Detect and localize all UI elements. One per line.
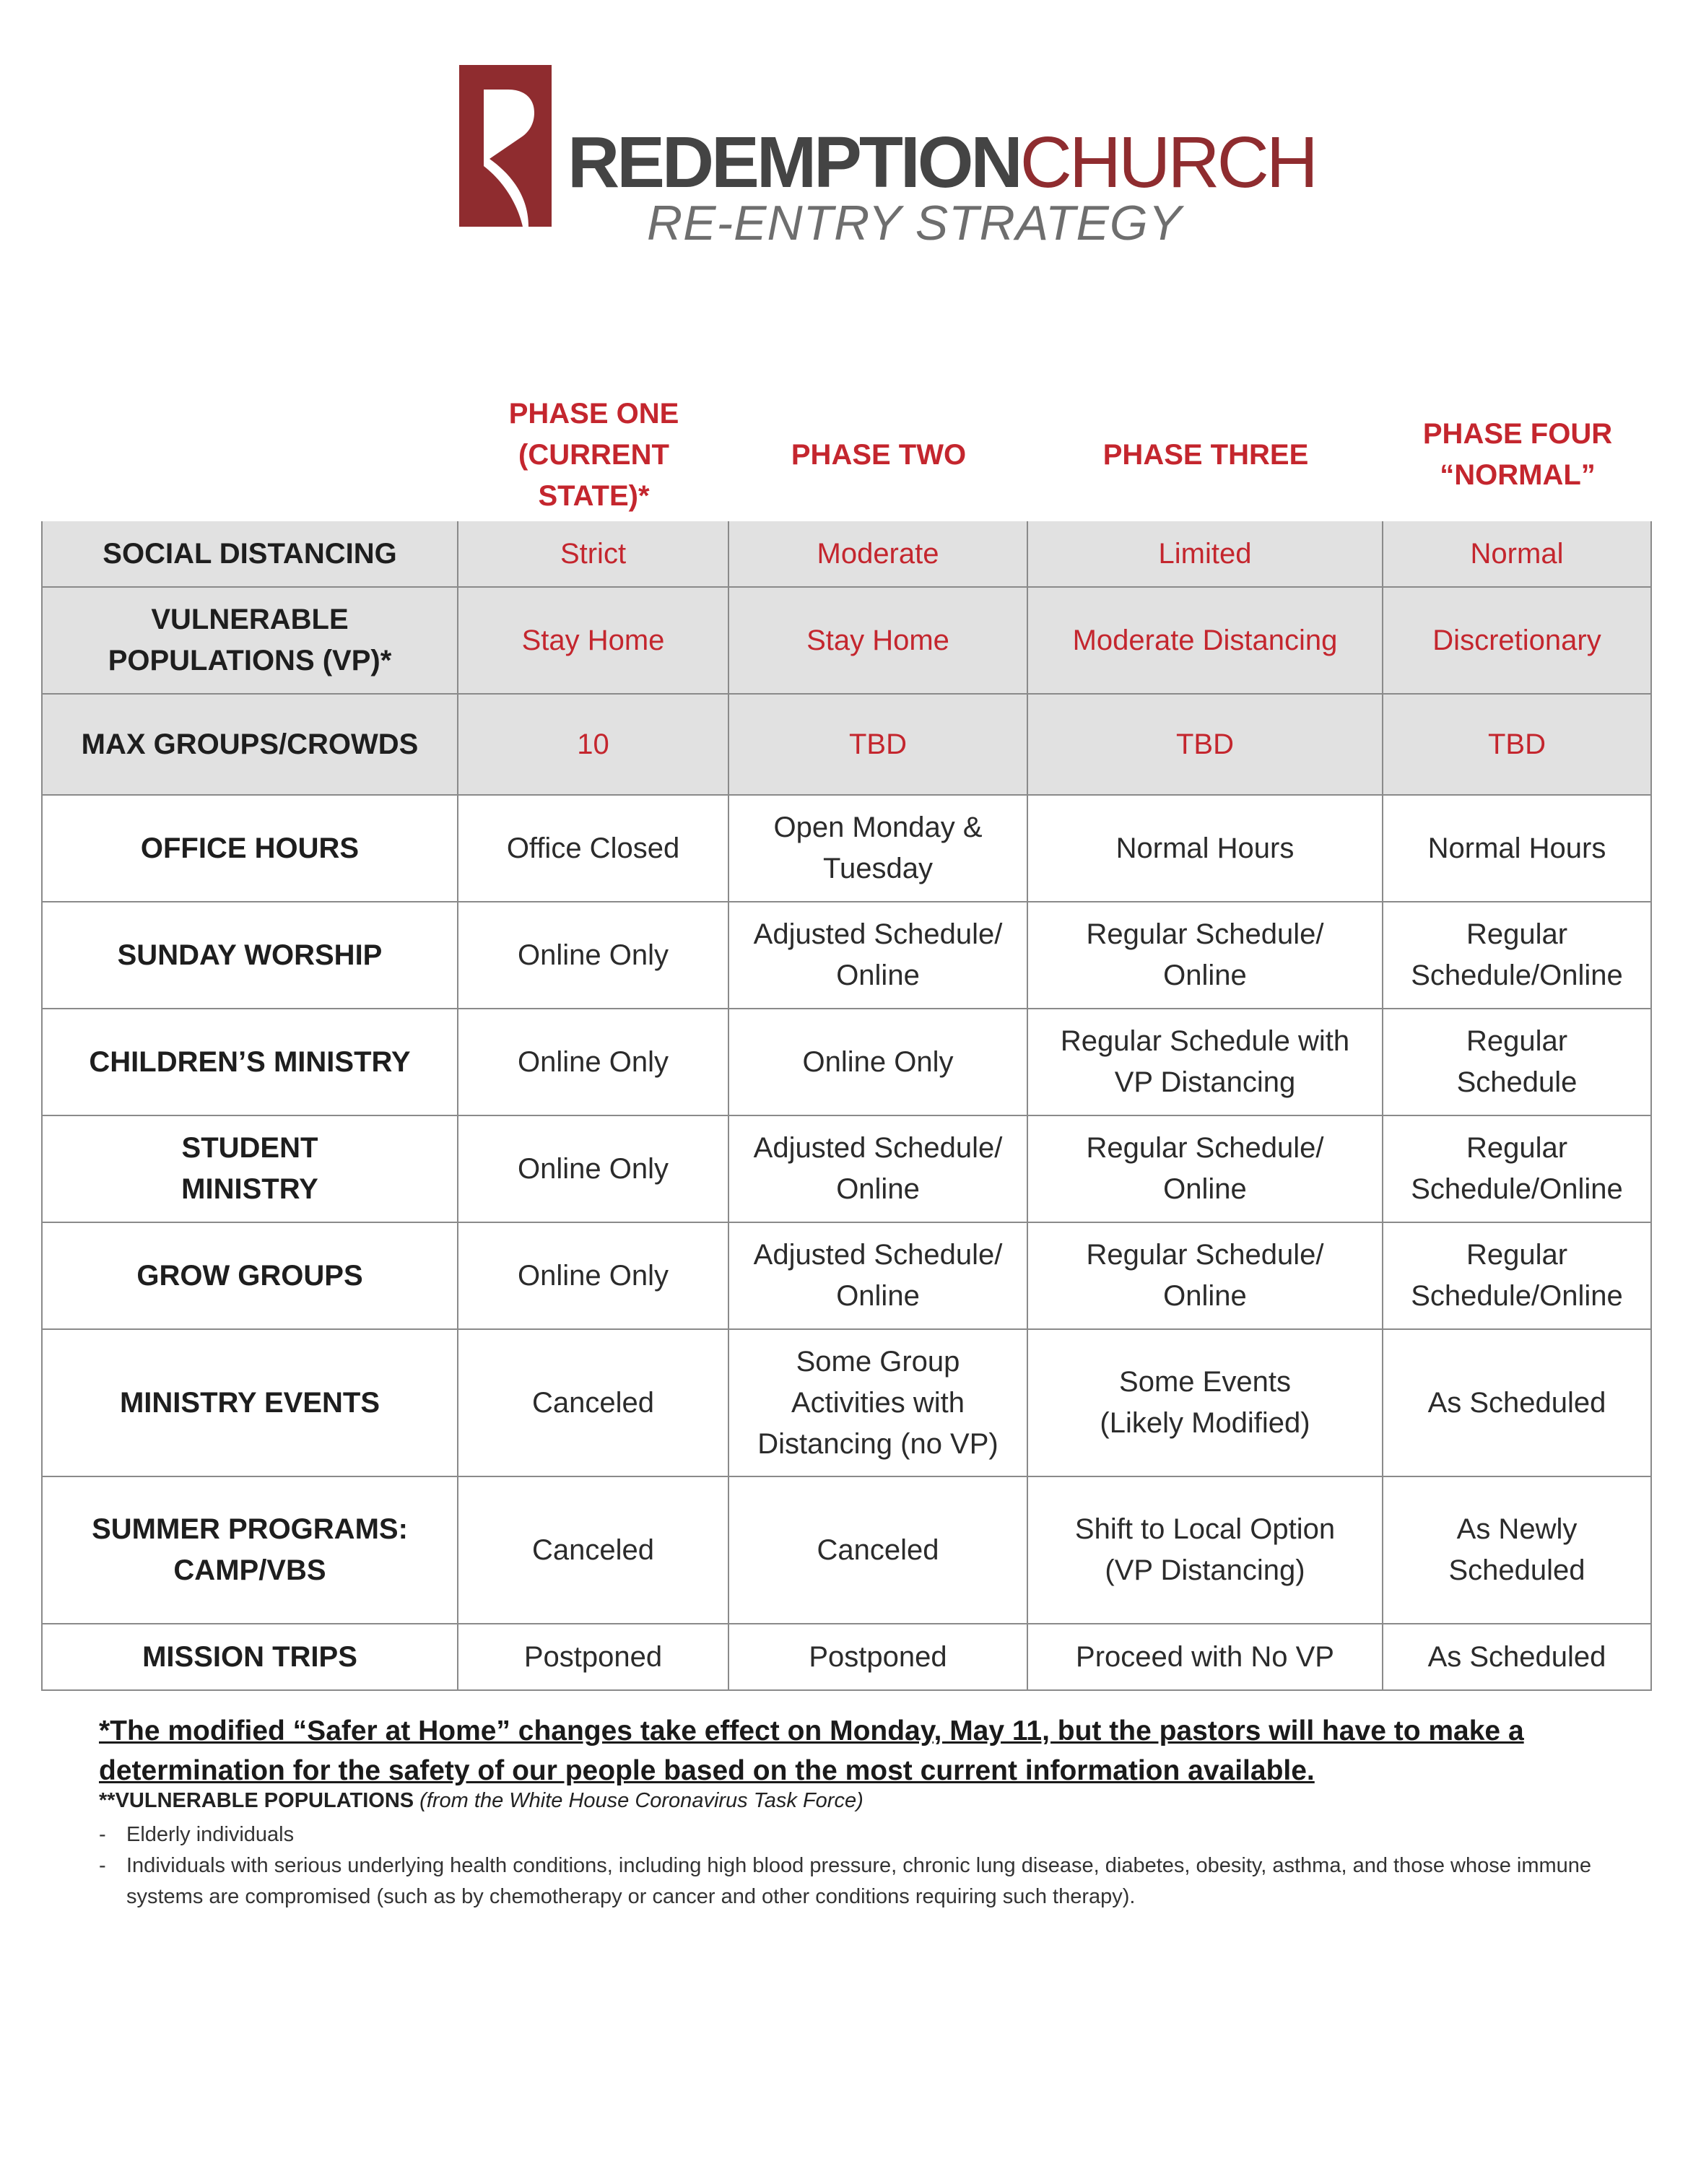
table-cell: As Scheduled [1383,1624,1652,1689]
vp-source: (from the White House Coronavirus Task Force) [419,1789,863,1812]
row-label: VULNERABLE POPULATIONS (VP)* [41,588,458,693]
table-cell: Limited [1028,521,1383,586]
table-cell: Shift to Local Option (VP Distancing) [1028,1477,1383,1623]
bullet-dash: - [99,1823,106,1846]
table-cell: Adjusted Schedule/ Online [729,902,1028,1008]
table-cell: Normal [1383,521,1652,586]
row-label: GROW GROUPS [41,1223,458,1328]
table-cell: Canceled [729,1477,1028,1623]
table-cell: As Scheduled [1383,1330,1652,1476]
r-logo-mark-icon [459,65,552,227]
table-cell: Office Closed [458,796,729,901]
table-cell: Proceed with No VP [1028,1624,1383,1689]
row-label: CHILDREN’S MINISTRY [41,1009,458,1115]
table-cell: TBD [1383,695,1652,794]
table-cell: Stay Home [729,588,1028,693]
brand-name-part1: REDEMPTION [567,122,1020,203]
table-cell: Normal Hours [1383,796,1652,901]
table-cell: Online Only [458,1223,729,1328]
vp-title: **VULNERABLE POPULATIONS [99,1789,414,1812]
table-row [41,796,1652,902]
row-label: OFFICE HOURS [41,796,458,901]
table-row [41,1624,1652,1691]
vulnerable-populations-heading [99,1789,863,1813]
list-item [99,1850,1630,1913]
table-row [41,902,1652,1009]
safer-at-home-note: *The modified “Safer at Home” changes take effect on Monday, May 11, but the pastors will have to make a determination for the safety of our people based on the most current information available. [99,1715,1524,1786]
table-cell: Online Only [458,902,729,1008]
table-cell: Online Only [729,1009,1028,1115]
table-row [41,588,1652,695]
table-cell: Regular Schedule/ Online [1028,1116,1383,1222]
column-header-phase-two: PHASE TWO [791,438,967,471]
table-cell: Open Monday & Tuesday [729,796,1028,901]
table-cell: Regular Schedule/ Online [1028,902,1383,1008]
table-cell: Strict [458,521,729,586]
table-cell: Online Only [458,1116,729,1222]
bullet-dash: - [99,1854,106,1877]
table-cell: Some Events (Likely Modified) [1028,1330,1383,1476]
table-cell: TBD [729,695,1028,794]
table-cell: Regular Schedule/ Online [1028,1223,1383,1328]
page-subtitle: RE-ENTRY STRATEGY [647,196,1183,251]
list-item-text: Elderly individuals [126,1823,295,1846]
table-cell: As Newly Scheduled [1383,1477,1652,1623]
table-cell: Regular Schedule/Online [1383,1223,1652,1328]
table-cell: Regular Schedule/Online [1383,1116,1652,1222]
table-row [41,1009,1652,1116]
table-cell: Online Only [458,1009,729,1115]
table-cell: Moderate [729,521,1028,586]
column-header-phase-one: PHASE ONE (CURRENT STATE)* [508,397,679,512]
table-row [41,1116,1652,1223]
row-label: SOCIAL DISTANCING [41,521,458,586]
list-item [99,1819,1630,1850]
brand-name-part2: CHURCH [1019,122,1316,203]
vulnerable-populations-list [99,1819,1630,1913]
table-cell: Postponed [458,1624,729,1689]
table-cell: Canceled [458,1330,729,1476]
table-cell: Normal Hours [1028,796,1383,901]
row-label: SUNDAY WORSHIP [41,902,458,1008]
table-cell: Adjusted Schedule/ Online [729,1116,1028,1222]
column-header-phase-four: PHASE FOUR “NORMAL” [1422,418,1613,491]
table-cell: Postponed [729,1624,1028,1689]
row-label: MAX GROUPS/CROWDS [41,695,458,794]
list-item-text: Individuals with serious underlying health conditions, including high blood pressure, chronic lung disease, diabetes, obesity, asthma, and those whose immune systems are compromised (such as by chemotherapy or cancer and other conditions requiring such therapy). [126,1854,1592,1908]
table-cell: Discretionary [1383,588,1652,693]
row-label: SUMMER PROGRAMS: CAMP/VBS [41,1477,458,1623]
table-cell: TBD [1028,695,1383,794]
row-label: MINISTRY EVENTS [41,1330,458,1476]
table-cell: Adjusted Schedule/ Online [729,1223,1028,1328]
table-cell: Canceled [458,1477,729,1623]
table-cell: Moderate Distancing [1028,588,1383,693]
table-cell: Regular Schedule/Online [1383,902,1652,1008]
table-row [41,521,1652,588]
table-cell: Regular Schedule with VP Distancing [1028,1009,1383,1115]
table-cell: Regular Schedule [1383,1009,1652,1115]
row-label: STUDENT MINISTRY [41,1116,458,1222]
table-row [41,1477,1652,1624]
table-row [41,1330,1652,1477]
table-row [41,695,1652,796]
table-row [41,1223,1652,1330]
column-header-phase-three: PHASE THREE [1102,438,1309,471]
table-cell: 10 [458,695,729,794]
table-cell: Some Group Activities with Distancing (no VP) [729,1330,1028,1476]
row-label: MISSION TRIPS [41,1624,458,1689]
church-logo [459,65,1316,260]
table-cell: Stay Home [458,588,729,693]
